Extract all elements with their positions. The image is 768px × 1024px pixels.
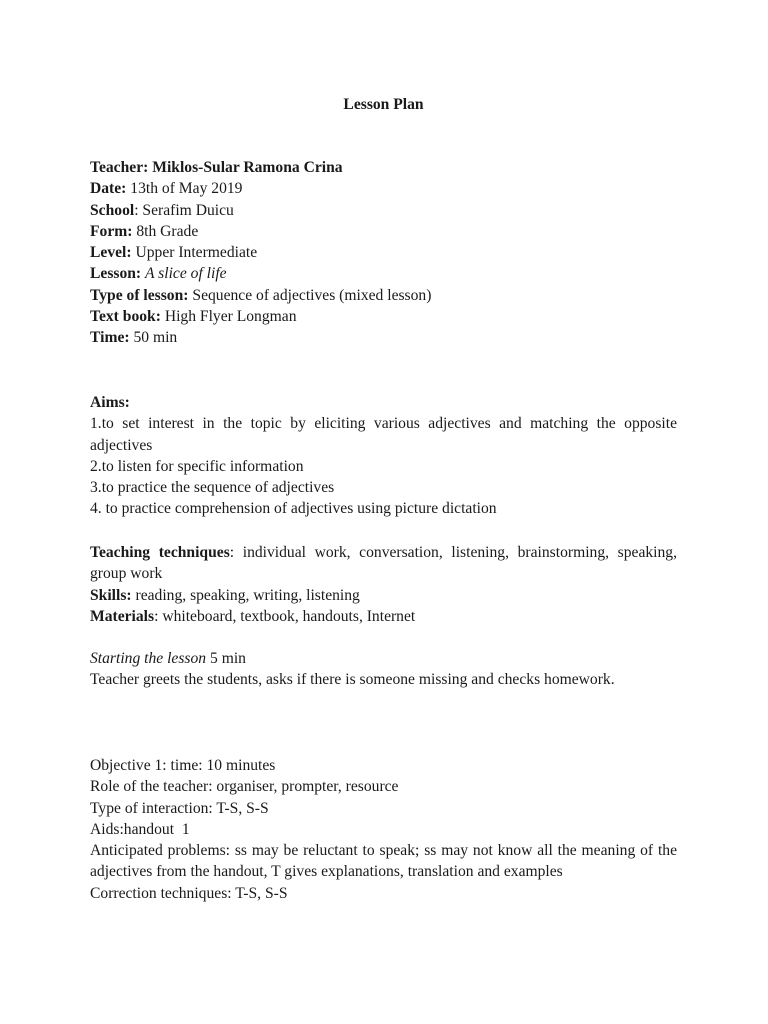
objective-1-aids: Aids:handout 1 [90, 820, 190, 838]
level-value: Upper Intermediate [135, 244, 258, 262]
date-value: 13th of May 2019 [130, 180, 243, 198]
aim-item-2: 2.to listen for specific information [90, 457, 304, 475]
teacher-line [90, 157, 677, 178]
teaching-techniques [90, 542, 677, 585]
school-line [90, 200, 677, 221]
aims-section [90, 392, 677, 520]
objective-1-problems: Anticipated problems: ss may be reluctant to speak; ss may not know all the meaning of the adjectives from the handout, T gives explanations, translation and examples [90, 842, 677, 881]
time-line [90, 327, 677, 348]
aim-item-1: 1.to set interest in the topic by eliciting various adjectives and matching the opposite adjectives [90, 415, 677, 454]
school-value: : Serafim Duicu [134, 201, 234, 219]
type-label: Type of lesson: [90, 286, 189, 304]
lesson-line [90, 263, 677, 284]
objective-1-time: Objective 1: time: 10 minutes [90, 757, 276, 774]
starting-label: Starting the lesson [90, 650, 207, 667]
lesson-value: A slice of life [145, 265, 227, 283]
date-label: Date: [90, 180, 127, 198]
form-line [90, 221, 677, 242]
textbook-value: High Flyer Longman [164, 308, 297, 326]
teaching-value: : individual work, conversation, listening, brainstorming, speaking, group work [90, 544, 677, 583]
document-title: Lesson Plan [343, 96, 424, 113]
materials-line [90, 606, 677, 627]
starting-heading [90, 648, 677, 669]
textbook-line [90, 306, 677, 327]
materials-value: : whiteboard, textbook, handouts, Internet [154, 607, 416, 625]
level-line [90, 242, 677, 263]
materials-label: Materials [90, 607, 155, 625]
teacher-label: Teacher: [90, 159, 149, 176]
date-line [90, 178, 677, 199]
starting-section [90, 648, 677, 691]
objective-1-interaction: Type of interaction: T-S, S-S [90, 799, 269, 817]
skills-value: reading, speaking, writing, listening [135, 586, 360, 604]
skills-line [90, 585, 677, 606]
form-value: 8th Grade [136, 222, 199, 240]
aim-item-3: 3.to practice the sequence of adjectives [90, 479, 335, 497]
objective-1-role: Role of the teacher: organiser, prompter, resource [90, 778, 399, 796]
type-line [90, 285, 677, 306]
aim-item-4: 4. to practice comprehension of adjectives using picture dictation [90, 500, 497, 518]
textbook-label: Text book: [90, 308, 161, 326]
teaching-label: Teaching techniques [90, 544, 230, 561]
school-label: School [90, 201, 135, 219]
lesson-label: Lesson: [90, 265, 142, 283]
objective-1-correction: Correction techniques: T-S, S-S [90, 884, 288, 902]
teacher-value: Miklos-Sular Ramona Crina [152, 159, 343, 176]
level-label: Level: [90, 244, 132, 262]
lesson-info [90, 157, 677, 349]
type-value: Sequence of adjectives (mixed lesson) [192, 286, 432, 304]
starting-text: Teacher greets the students, asks if there is someone missing and checks homework. [90, 671, 615, 689]
time-value: 50 min [133, 329, 178, 347]
skills-label: Skills: [90, 586, 132, 604]
time-label: Time: [90, 329, 130, 347]
techniques-section [90, 542, 677, 627]
starting-duration: 5 min [210, 650, 246, 667]
form-label: Form: [90, 222, 133, 240]
aims-label: Aims: [90, 394, 130, 411]
objective-1-section [90, 755, 677, 904]
